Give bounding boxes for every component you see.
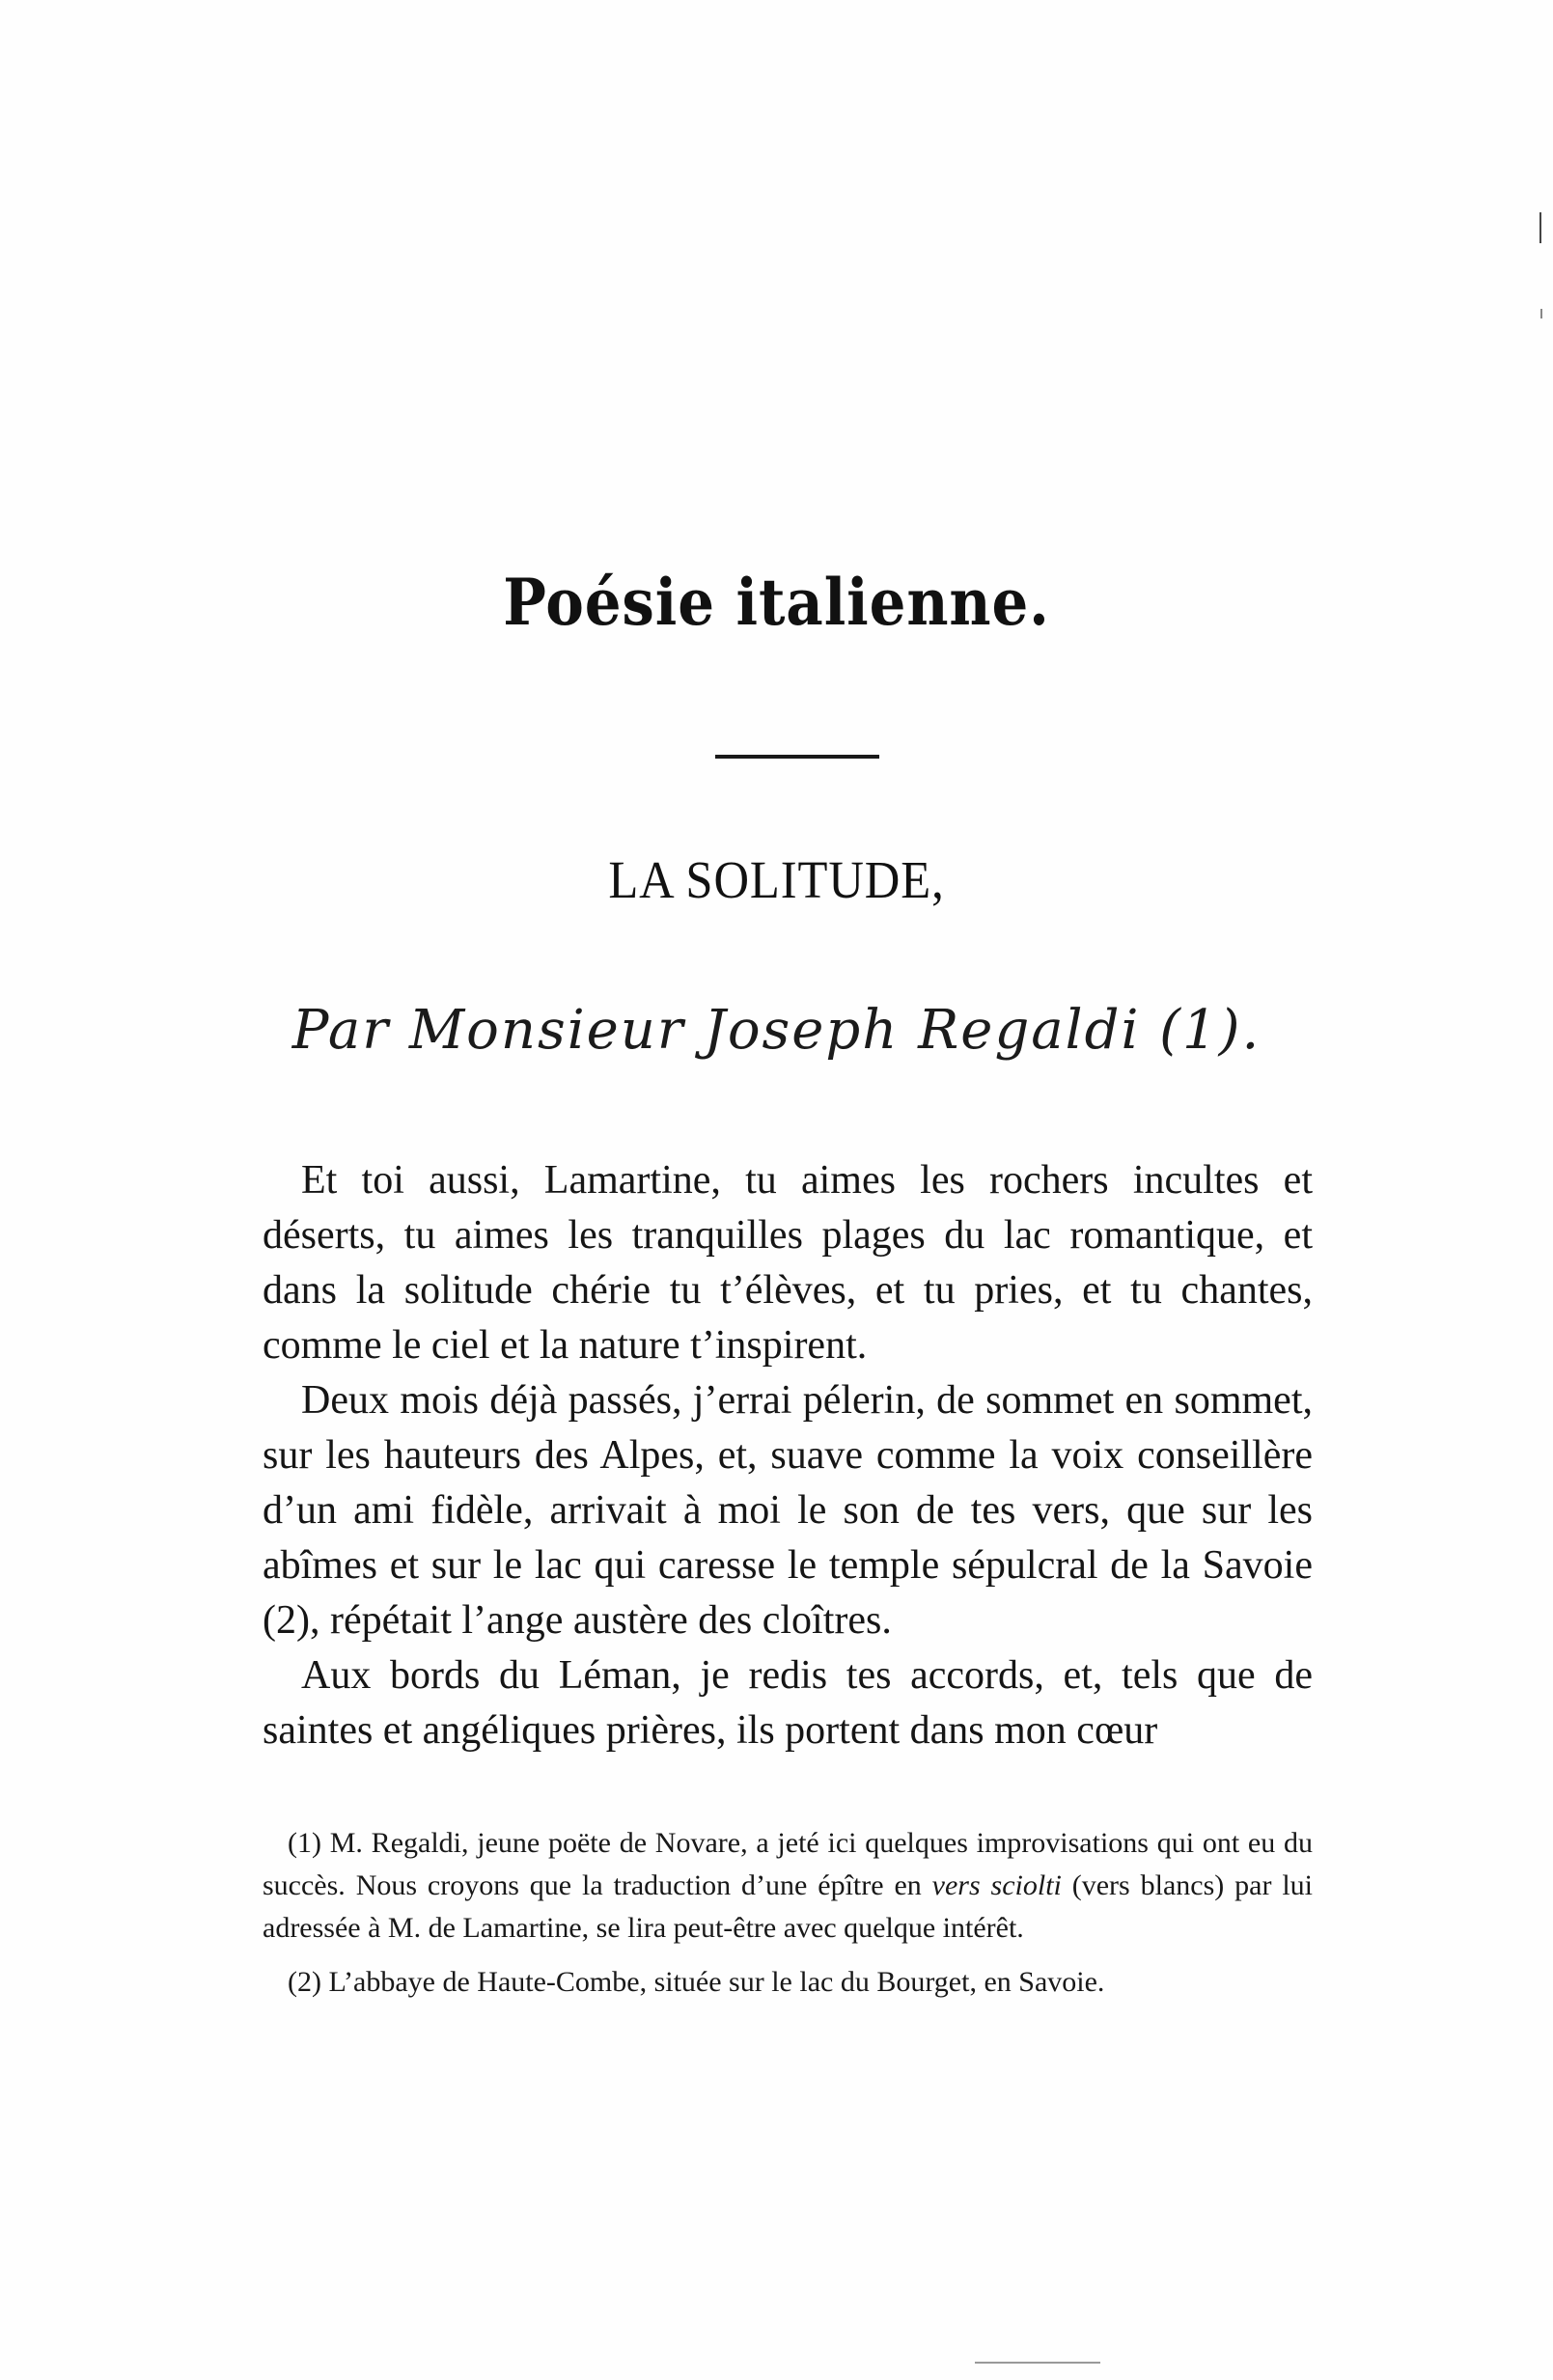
footnote-1-italic: vers sciolti xyxy=(931,1869,1062,1901)
section-heading: Poésie italienne. xyxy=(503,565,1050,640)
footnote-1 xyxy=(263,1822,1313,1950)
paragraph: Aux bords du Léman, je redis tes accords, et, tels que de saintes et angéliques prières, ils portent dans mon cœur xyxy=(263,1653,1313,1753)
footnote-1-text-end: (vers blancs) par lui adressée à M. de Lamartine, se lira peut-être avec quelque intérêt. xyxy=(263,1869,1314,1944)
divider-rule xyxy=(715,755,879,759)
scan-mark xyxy=(1539,212,1541,243)
scan-mark xyxy=(1540,309,1542,318)
footnotes xyxy=(263,1822,1313,2015)
byline: Par Monsieur Joseph Regaldi (1). xyxy=(291,999,1262,1062)
paragraph: Et toi aussi, Lamartine, tu aimes les rochers incultes et déserts, tu aimes les tranquilles plages du lac romantique, et dans la solitude chérie tu t’élèves, et tu pries, et tu chantes, comme le ciel et la nature t’inspirent. xyxy=(263,1158,1313,1368)
body-text xyxy=(263,1153,1313,1758)
page-edge-line xyxy=(975,2362,1100,2364)
poem-title: LA SOLITUDE, xyxy=(608,850,945,909)
paragraph: Deux mois déjà passés, j’errai pélerin, de sommet en sommet, sur les hauteurs des Alpes, et, suave comme la voix conseillère d’un ami fidèle, arrivait à moi le son de tes vers, que sur les abîmes et sur le lac qui caresse le temple sépulcral de la Savoie (2), répétait l’ange austère des cloîtres. xyxy=(263,1378,1313,1643)
footnote-1-text: (1) M. Regaldi, jeune poëte de Novare, a jeté ici quelques improvisations qui ont eu du succès. Nous croyons que la traduction d’une épître en xyxy=(263,1827,1313,1901)
footnote-2: (2) L’abbaye de Haute-Combe, située sur le lac du Bourget, en Savoie. xyxy=(288,1966,1105,1998)
